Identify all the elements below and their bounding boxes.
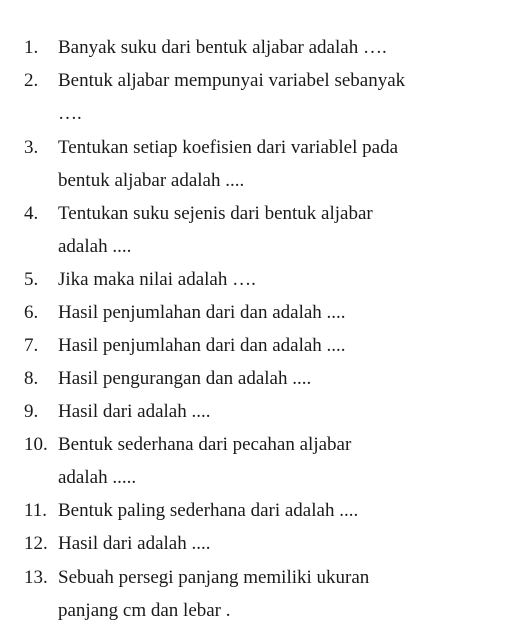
question-number: 10. [24, 434, 48, 455]
question-text: adalah .... [58, 236, 132, 257]
question-text: bentuk aljabar adalah .... [58, 170, 245, 191]
question-number: 12. [24, 533, 48, 554]
question-text: Tentukan suku sejenis dari bentuk aljabar [58, 203, 373, 224]
question-text: Hasil dari adalah .... [58, 401, 211, 422]
question-text: Banyak suku dari bentuk aljabar adalah …. [58, 37, 387, 58]
question-text: …. [58, 103, 82, 124]
question-text: Tentukan setiap koefisien dari variablel pada [58, 137, 399, 158]
question-text: panjang cm dan lebar . [58, 600, 231, 621]
question-text: Hasil penjumlahan dari dan adalah .... [58, 302, 346, 323]
question-number: 5. [24, 269, 39, 290]
question-number: 7. [24, 335, 39, 356]
question-number: 11. [24, 500, 48, 521]
question-text: Bentuk paling sederhana dari adalah .... [58, 500, 359, 521]
question-number: 13. [24, 567, 48, 588]
question-text: Hasil dari adalah .... [58, 533, 211, 554]
question-number: 2. [24, 70, 39, 91]
question-text: Sebuah persegi panjang memiliki ukuran [58, 567, 370, 588]
question-text: Hasil pengurangan dan adalah .... [58, 368, 312, 389]
question-number: 8. [24, 368, 39, 389]
question-text: Hasil penjumlahan dari dan adalah .... [58, 335, 346, 356]
question-number: 6. [24, 302, 39, 323]
question-number: 9. [24, 401, 39, 422]
question-number: 4. [24, 203, 39, 224]
question-text: Jika maka nilai adalah …. [58, 269, 256, 290]
question-text: Bentuk aljabar mempunyai variabel sebanyak [58, 70, 406, 91]
question-text: Bentuk sederhana dari pecahan aljabar [58, 434, 352, 455]
question-text: adalah ..... [58, 467, 137, 488]
question-number: 3. [24, 137, 39, 158]
question-number: 1. [24, 37, 39, 58]
